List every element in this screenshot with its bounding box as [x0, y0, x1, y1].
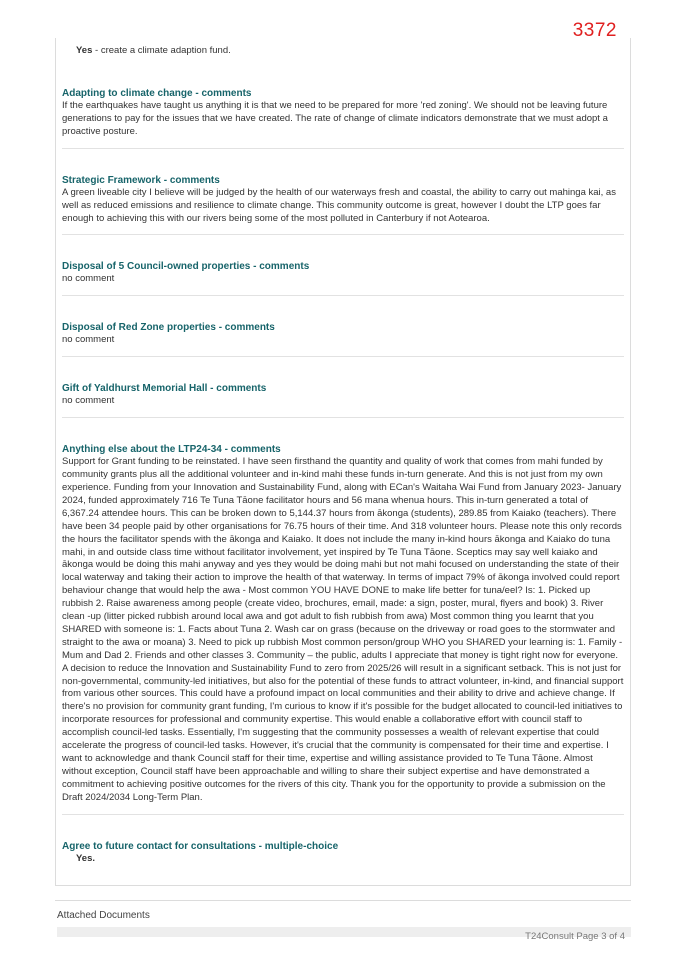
- section-title: Disposal of Red Zone properties - comments: [62, 322, 275, 334]
- section-body: no comment: [62, 334, 115, 346]
- section-title: Anything else about the LTP24-34 - comments: [62, 444, 281, 456]
- section-title: Adapting to climate change - comments: [62, 88, 252, 99]
- section-body: Yes.: [76, 852, 96, 864]
- top-answer-text: - create a climate adaption fund.: [92, 45, 231, 56]
- section-title: Strategic Framework - comments: [62, 174, 220, 186]
- section-anything-else: [62, 422, 624, 814]
- page-footer: T24Consult Page 3 of 4: [525, 931, 625, 942]
- section-title: Agree to future contact for consultations - multiple-choice: [62, 840, 339, 852]
- section-title: Disposal of 5 Council-owned properties - comments: [62, 261, 310, 273]
- section-yaldhurst-hall: [62, 361, 624, 418]
- section-adapting-climate: [62, 66, 624, 149]
- attached-documents-label: Attached Documents: [57, 909, 150, 921]
- page-number: 3372: [572, 20, 617, 41]
- submission-content: [55, 38, 631, 937]
- comments-box: [55, 38, 631, 886]
- section-strategic-framework: [62, 153, 624, 236]
- section-body: If the earthquakes have taught us anything it is that we need to be prepared for more 'red zoning'. We should not be leaving future generations to pay for the issues that we have created. The rate of change of climate indicators demonstrate that we must adopt a proactive posture.: [62, 100, 608, 137]
- top-answer-label: Yes: [76, 45, 93, 56]
- section-disposal-red-zone: [62, 300, 624, 357]
- section-future-contact: [62, 819, 624, 875]
- section-disposal-properties: [62, 239, 624, 296]
- section-body: A green liveable city I believe will be judged by the health of our waterways fresh and coastal, the ability to carry out mahinga kai, as well as reduced emissions and resilience to climate change. This community outcome is great, however I doubt the LTP goes far enough to achieving this with our rivers being some of the most polluted in Canterbury if not Aotearoa.: [62, 186, 616, 224]
- section-body: Support for Grant funding to be reinstated. I have seen firsthand the quantity and quality of work that comes from mahi funded by community grants plus all the additional volunteer and in-kind mahi these funds in-turn generate. And this is not just from my own experience. Funding from your Innovation and Sustainability Fund, along with ECan's Waitaha Wai Fund from January 2023- January 2024, funded approximately 716 Te Tuna Tāone facilitator hours and 56 mana whenua hours. This in-turn generated a total of 6,367.24 attendee hours. This can be broken down to 5,144.37 hours from ākonga (students), 289.85 from Kaiako (teachers). There have been 34 people paid by other organisations for 76.75 hours of their time. And 318 volunteer hours. Please note this only records the hours the facilitator spends with the ākonga and Kaiako. It does not include the many in-kind hours ākonga and Kaiako do tuna mahi, in and outside class time without facilitator involvement, yet inspired by Te Tuna Tāone. Sceptics may say well kaiako and ākonga would be doing this mahi anyway and yes they would be doing mahi but not mahi focused on understanding the state of their local waterway and taking their action to improve the health of that waterway. In terms of impact 79% of ākonga involved could report behaviour change that would help the awa - Most common YOU HAVE DONE to make life better for tuna/eel? Is: 1. Picked up rubbish 2. Raise awareness among people (create video, brochures, email, made: a sign, poster, mural, flyers and book) 3. River clean -up (litter picked rubbish around local awa and got adult to fish rubbish from awa) Most common thing you learnt that you SHARED with someone is: 1. Facts about Tuna 2. Wash car on grass (because on the driveway or road goes to the stormwater and straight to the awa or moana) 3. Need to pick up rubbish Most common person/group WHO you SHARED your learning is: 1. Family - Mum and Dad 2. Friends and other classes 3. Community – the public, adults I appreciate that money is tight right now for everyone. A decision to reduce the Innovation and Sustainability Fund to zero from 2025/26 will result in a significant setback. This is not just for non-governmental, community-led initiatives, but also for the potential of these funds to attract volunteer, in-kind, and financial support from various other sources. This could have a profound impact on local communities and their ability to drive and achieve change. If there's no provision for community grant funding, I'm curious to know if it's possible for the budget allocated to council-led initiatives to incorporate resources for professional and community expertise. This would enable a collaborative effort with council staff to accomplish council-led tasks. Essentially, I'm suggesting that the community possesses a wealth of relevant expertise that could accelerate the progress of council-led tasks. However, it's crucial that the community is compensated for their time and expertise. I want to acknowledge and thank Council staff for their time, expertise and willing assistance provided to Te Tuna Tāone. Almost without exception, Council staff have been approachable and willing to share their subject expertise and have demonstrated a commitment to achieving positive outcomes for the rivers of this city. Thank you for the opportunity to provide a submission on the Draft 2024/2034 Long-Term Plan.: [62, 456, 624, 803]
- section-body: no comment: [62, 273, 115, 285]
- section-body: no comment: [62, 395, 115, 407]
- section-title: Gift of Yaldhurst Memorial Hall - comments: [62, 383, 267, 395]
- top-answer: [62, 38, 624, 66]
